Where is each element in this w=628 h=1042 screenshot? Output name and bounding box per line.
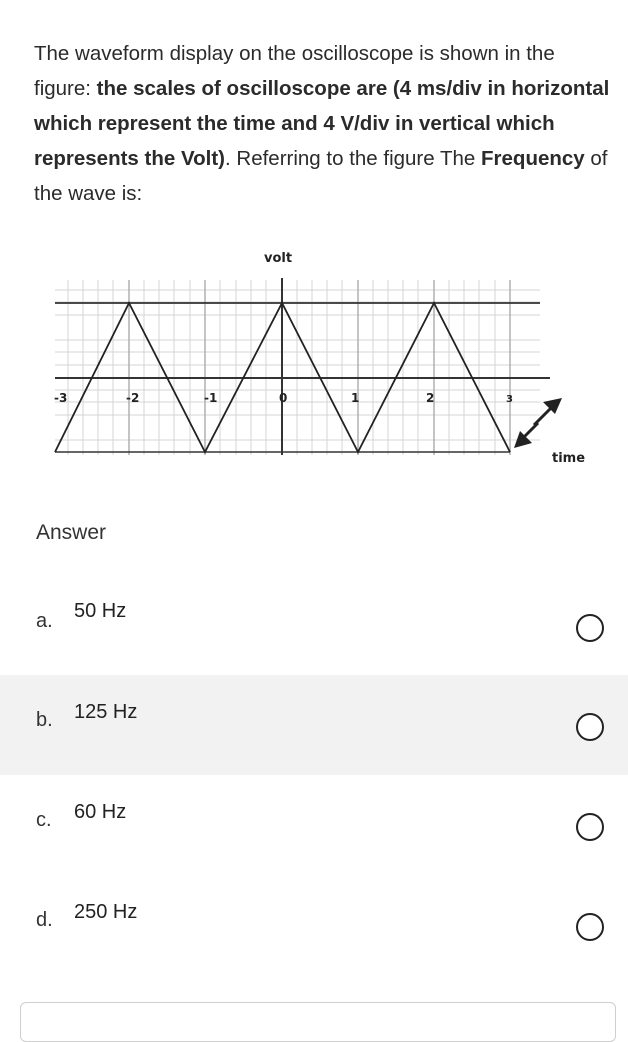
next-panel	[20, 1002, 616, 1042]
tick-label: 0	[279, 391, 288, 405]
tick-label: 3	[506, 394, 513, 405]
question-bold-scales: the scales of oscilloscope are (4 ms/div in horizontal which represent the time and 4 V/div in vertical which represents the Volt)	[34, 77, 610, 170]
option-letter: c.	[36, 809, 52, 831]
question-bold-frequency: Frequency	[481, 147, 585, 170]
radio-button[interactable]	[576, 614, 604, 642]
option-letter: d.	[36, 909, 53, 931]
question-part3: of the wave is:	[34, 147, 608, 205]
oscilloscope-figure	[40, 240, 600, 475]
tick-label: 2	[426, 391, 435, 405]
question-part1: The waveform display on the oscilloscope is shown in the figure:	[34, 42, 555, 100]
option-text: 250 Hz	[74, 901, 138, 923]
answer-label: Answer	[36, 521, 107, 544]
question-part2: . Referring to the figure The	[225, 147, 482, 170]
option-c[interactable]	[0, 775, 628, 875]
option-d[interactable]	[0, 875, 628, 975]
radio-button[interactable]	[576, 713, 604, 741]
tick-label: -1	[204, 391, 218, 405]
option-b[interactable]	[0, 675, 628, 775]
time-label: time	[552, 451, 586, 466]
option-text: 125 Hz	[74, 701, 138, 723]
option-a[interactable]	[0, 576, 628, 676]
tick-label: 1	[351, 391, 360, 405]
option-letter: a.	[36, 610, 53, 632]
volt-label: volt	[264, 251, 293, 266]
radio-button[interactable]	[576, 913, 604, 941]
question-text	[34, 36, 614, 211]
option-letter: b.	[36, 709, 53, 731]
radio-button[interactable]	[576, 813, 604, 841]
option-text: 60 Hz	[74, 801, 127, 823]
tick-label: -2	[126, 391, 140, 405]
tick-label: -3	[54, 391, 68, 405]
waveform-diagram	[40, 240, 600, 470]
arrow-icon-down	[514, 423, 538, 448]
option-text: 50 Hz	[74, 600, 127, 622]
